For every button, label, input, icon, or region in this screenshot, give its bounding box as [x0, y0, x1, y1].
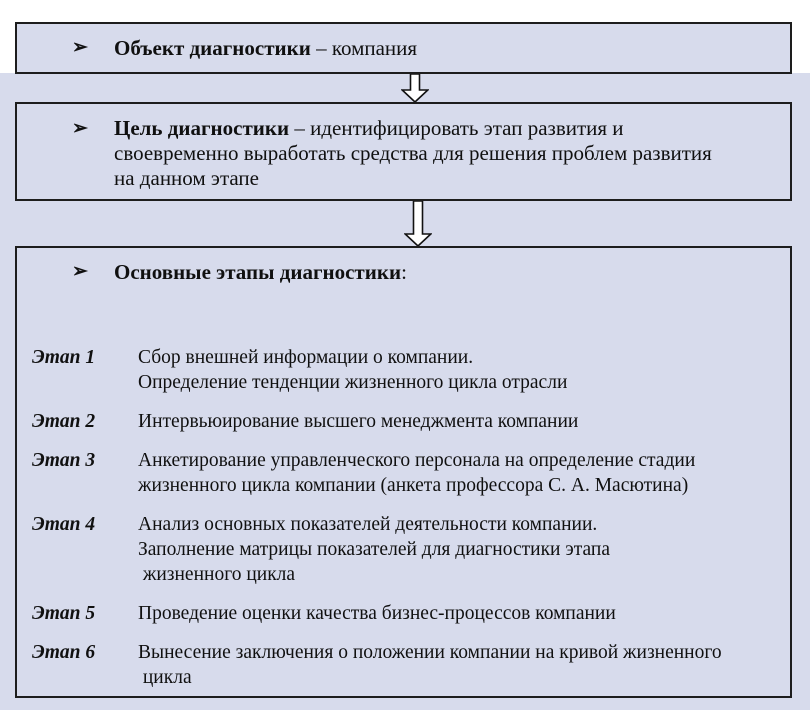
- stage-list: [17, 345, 790, 690]
- stage-desc-line: жизненного цикла компании (анкета профессора С. А. Масютина): [138, 475, 689, 496]
- stage-label: Этап 3: [32, 450, 96, 471]
- box-diagnostic-goal: [15, 102, 792, 201]
- goal-line-2: своевременно выработать средства для решения проблем развития: [114, 141, 712, 165]
- stage-description: [138, 601, 790, 626]
- stage-row-2: [17, 409, 790, 434]
- stage-label: Этап 4: [32, 514, 96, 535]
- arrow-bullet-icon: ➢: [72, 261, 88, 282]
- arrow-bullet-icon: ➢: [72, 118, 88, 139]
- stage-row-5: [17, 601, 790, 626]
- object-title-bold: Объект диагностики: [114, 36, 311, 60]
- box-diagnostic-stages: [15, 246, 792, 698]
- goal-title-rest: – идентифицировать этап развития и: [289, 116, 624, 140]
- stages-heading-bold: Основные этапы диагностики: [114, 260, 402, 284]
- object-title: [114, 35, 417, 61]
- stage-desc-line: Определение тенденции жизненного цикла отрасли: [138, 372, 568, 393]
- object-title-rest: – компания: [310, 36, 418, 60]
- object-heading-row: [17, 24, 790, 61]
- stages-heading-row: [17, 248, 790, 285]
- stage-row-4: [17, 512, 790, 587]
- stage-desc-line: Интервьюирование высшего менеджмента компании: [138, 411, 579, 432]
- stage-desc-line: Сбор внешней информации о компании.: [138, 347, 474, 368]
- stage-desc-line: жизненного цикла: [138, 564, 296, 585]
- stage-desc-line: Проведение оценки качества бизнес-процессов компании: [138, 603, 616, 624]
- stage-description: [138, 640, 790, 690]
- stage-label: Этап 1: [32, 347, 96, 368]
- stage-description: [138, 448, 790, 498]
- stage-desc-line: Вынесение заключения о положении компании на кривой жизненного: [138, 642, 722, 663]
- goal-text: [114, 116, 712, 191]
- stage-description: [138, 345, 790, 395]
- stage-label: Этап 6: [32, 642, 96, 663]
- goal-line-1: [114, 116, 712, 141]
- stages-heading: [114, 259, 407, 285]
- stage-desc-line: Анализ основных показателей деятельности компании.: [138, 514, 598, 535]
- down-arrow-icon: [404, 201, 432, 247]
- box-diagnostic-object: [15, 22, 792, 74]
- stage-description: [138, 512, 790, 587]
- stage-desc-line: Заполнение матрицы показателей для диагностики этапа: [138, 539, 610, 560]
- stage-row-6: [17, 640, 790, 690]
- stage-label: Этап 2: [32, 411, 96, 432]
- stages-heading-colon: :: [401, 260, 407, 284]
- stage-row-1: [17, 345, 790, 395]
- stage-description: [138, 409, 790, 434]
- goal-title-bold: Цель диагностики: [114, 116, 290, 140]
- goal-heading-row: [17, 104, 790, 191]
- stage-label: Этап 5: [32, 603, 96, 624]
- down-arrow-icon: [401, 74, 429, 103]
- stage-row-3: [17, 448, 790, 498]
- stage-desc-line: цикла: [138, 667, 192, 688]
- stage-desc-line: Анкетирование управленческого персонала на определение стадии: [138, 450, 696, 471]
- arrow-bullet-icon: ➢: [72, 37, 88, 58]
- goal-line-3: на данном этапе: [114, 166, 259, 190]
